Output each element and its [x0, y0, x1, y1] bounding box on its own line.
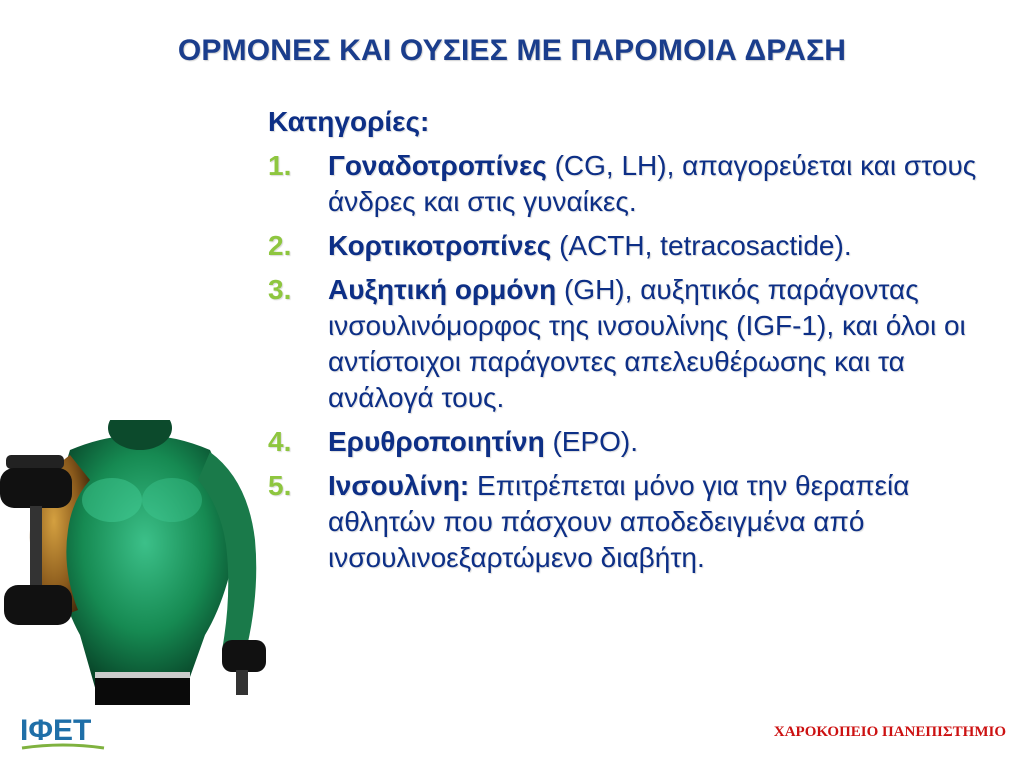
- list-item: [268, 468, 988, 576]
- categories-heading: Κατηγορίες:: [268, 106, 430, 137]
- list-item: [268, 272, 988, 416]
- list-number: 5.: [268, 470, 292, 501]
- list-number: 4.: [268, 426, 292, 457]
- list-item: [268, 424, 988, 460]
- item-term: Αυξητική ορμόνη: [328, 274, 557, 305]
- svg-text:ΙΦΕΤ: ΙΦΕΤ: [20, 714, 92, 747]
- list-item: [268, 148, 988, 220]
- item-text: Επιτρέπεται μόνο για την θεραπεία αθλητών που πάσχουν αποδεδειγμένα από ινσουλινοεξαρτώμενο διαβήτη.: [328, 470, 910, 573]
- item-term: Ερυθροποιητίνη: [328, 426, 545, 457]
- categories-list: [268, 148, 988, 576]
- list-number: 3.: [268, 274, 292, 305]
- item-text: (GH), αυξητικός παράγοντας ινσουλινόμορφος της ινσουλίνης (IGF-1), και όλοι οι αντίστοιχοι παράγοντες απελευθέρωσης και τα ανάλογά τους.: [328, 274, 966, 413]
- list-item: [268, 228, 988, 264]
- university-name: ΧΑΡΟΚΟΠΕΙΟ ΠΑΝΕΠΙΣΤΗΜΙΟ: [773, 724, 1006, 740]
- list-number: 1.: [268, 150, 292, 181]
- item-text: (EPO).: [544, 426, 639, 457]
- athlete-with-dumbbell-image: [0, 420, 275, 705]
- ifet-logo-icon: [18, 708, 108, 753]
- item-term: Γοναδοτροπίνες: [328, 150, 547, 181]
- ifet-logo: [18, 708, 108, 753]
- list-number: 2.: [268, 230, 292, 261]
- slide-title: ΟΡΜΟΝΕΣ ΚΑΙ ΟΥΣΙΕΣ ΜΕ ΠΑΡΟΜΟΙΑ ΔΡΑΣΗ: [177, 34, 847, 67]
- content-block: [268, 104, 988, 584]
- item-term: Ινσουλίνη:: [328, 470, 470, 501]
- item-text: (ACTH, tetracosactide).: [551, 230, 852, 261]
- item-term: Κορτικοτροπίνες: [328, 230, 552, 261]
- item-text: (CG, LH), απαγορεύεται και στους άνδρες και στις γυναίκες.: [328, 150, 977, 217]
